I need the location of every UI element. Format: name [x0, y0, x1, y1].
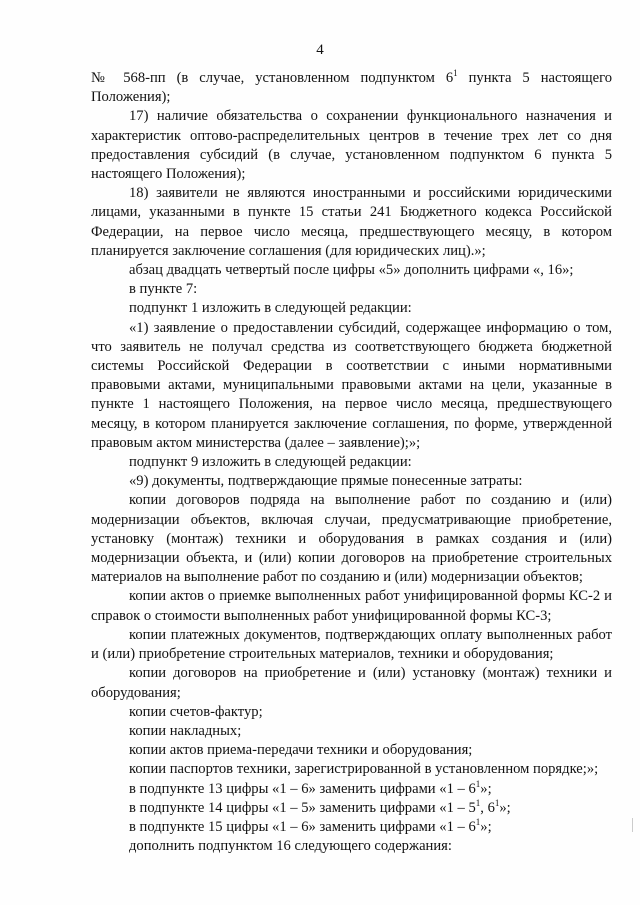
paragraph-waybills: копии накладных; [129, 722, 242, 739]
paragraph-transfer-acts: копии актов приема-передачи техники и оборудования; [129, 742, 473, 759]
paragraph-equipment-contracts: копии договоров на приобретение и (или) установку (монтаж) техники и оборудования; [91, 665, 612, 701]
paragraph-passports: копии паспортов техники, зарегистрированной в установленном порядке;»; [129, 761, 599, 778]
paragraph-abzac-24: абзац двадцать четвертый после цифры «5» дополнить цифрами «, 16»; [129, 262, 574, 279]
scan-margin-mark [632, 818, 633, 832]
paragraph-podpunkt-1-intro: подпункт 1 изложить в следующей редакции: [129, 300, 412, 317]
paragraph-punkt-7: в пункте 7: [129, 281, 198, 298]
paragraph-payments: копии платежных документов, подтверждающих оплату выполненных работ и (или) приобретение строительных материалов, техники и оборудования; [91, 626, 612, 663]
paragraph-podpunkt-9-intro: подпункт 9 изложить в следующей редакции: [129, 454, 412, 471]
paragraph-podpunkt-14: в подпункте 14 цифры «1 – 5» заменить цифрами «$1 - 5^1$, $6^1$»; [129, 797, 511, 816]
paragraph-add-podpunkt-16: дополнить подпунктом 16 следующего содержания: [129, 838, 452, 855]
paragraph-podpunkt-13: в подпункте 13 цифры «1 – 6» заменить цифрами «$1 - 6^1$»; [129, 778, 492, 797]
paragraph-podpunkt-9-text: «9) документы, подтверждающие прямые понесенные затраты: [129, 473, 523, 490]
paragraph-acts-ks: копии актов о приемке выполненных работ унифицированной формы КС-2 и справок о стоимости выполненных работ унифицированной формы КС-3; [91, 588, 612, 624]
page-number: 4 [316, 42, 324, 58]
paragraph-invoices: копии счетов-фактур; [129, 703, 263, 720]
document-body [91, 69, 612, 856]
paragraph-item-18: 18) заявители не являются иностранными и российскими юридическими лицами, указанными в пункте 15 статьи 241 Бюджетного кодекса Российской Федерации, на первое число месяца, предшествующего месяцу, в котором планируется заключение соглашения (для юридических лиц).»; [91, 185, 612, 259]
paragraph-item-17: 17) наличие обязательства о сохранении функционального назначения и характеристик оптово-распределительных центров в течение трех лет со дня предоставления субсидий (в случае, установленном подпунктом 6 пункта 5 настоящего Положения); [91, 108, 612, 183]
paragraph-podpunkt-15: в подпункте 15 цифры «1 – 6» заменить цифрами «$1 - 6^1$»; [129, 817, 492, 835]
paragraph-contracts: копии договоров подряда на выполнение работ по созданию и (или) модернизации объектов, включая случаи, предусматривающие приобретение, установку (монтаж) техники и оборудования в рамках создания и (или) модернизации объекта, и (или) копии договоров на приобретение строительных материалов на выполнение работ по созданию и (или) модернизации объектов; [91, 492, 612, 586]
paragraph-podpunkt-1-text: «1) заявление о предоставлении субсидий, содержащее информацию о том, что заявитель не получал средства из соответствующего бюджета бюджетной системы Российской Федерации в соответствии с иными нормативными правовыми актами, муниципальными правовыми актами на цели, указанные в пункте 1 настоящего Положения, на первое число месяца, предшествующего месяцу, в котором планируется заключение соглашения, по форме, утвержденной правовым актом министерства (далее – заявление);»; [91, 319, 612, 451]
paragraph-continuation: № 568-пп (в случае, установленном подпунктом $6^1$ пункта 5 настоящего Положения); [91, 68, 613, 106]
